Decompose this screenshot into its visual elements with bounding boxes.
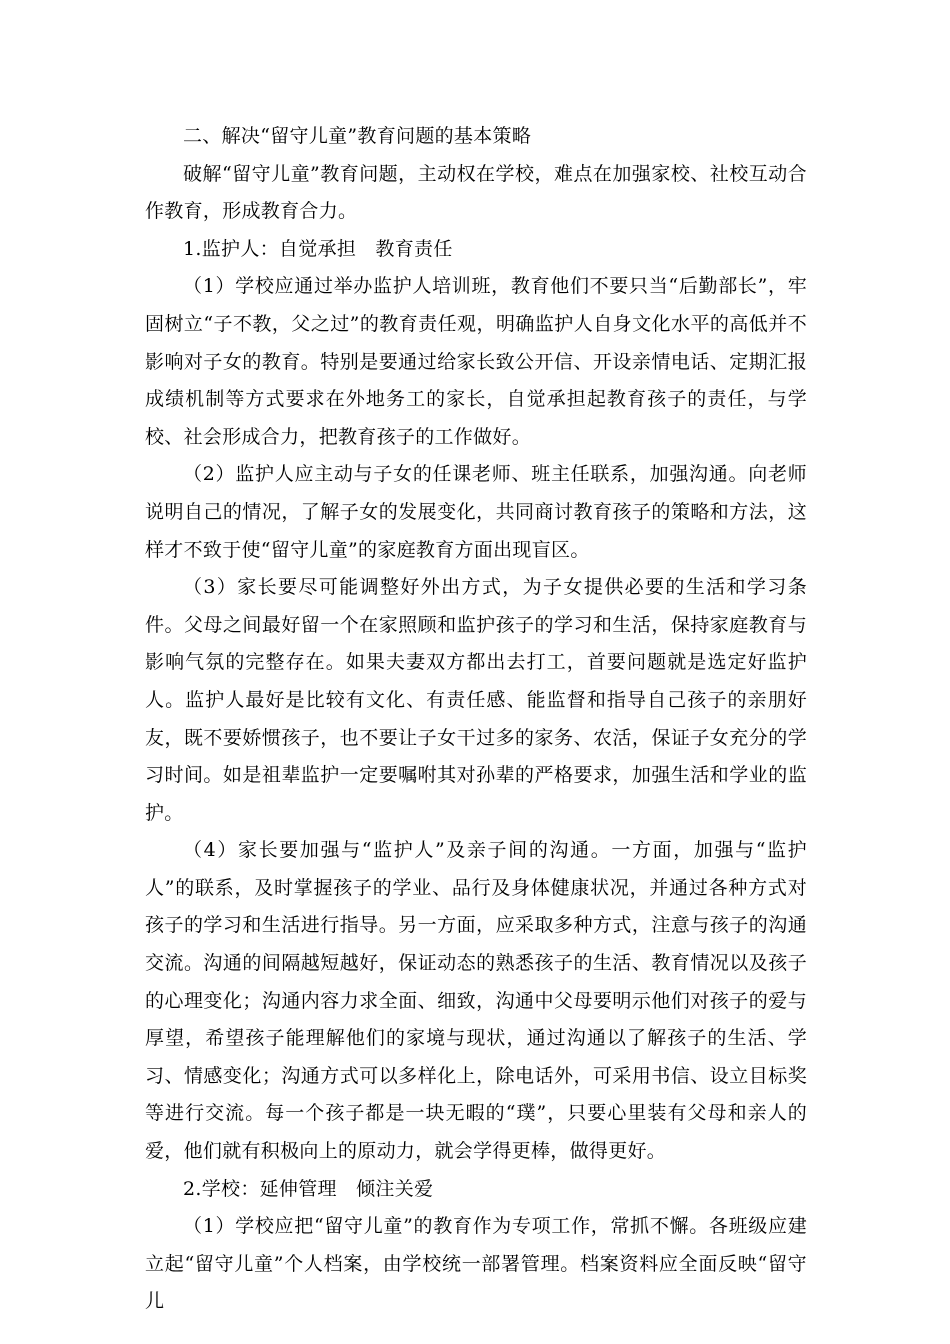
sub-heading-guardian: 1.监护人：自觉承担 教育责任: [183, 237, 453, 260]
paragraph-guardian-1: （1）学校应通过举办监护人培训班，教育他们不要只当“后勤部长”，牢固树立“子不教，父之过”的教育责任观，明确监护人自身文化水平的高低并不影响对子女的教育。特别是要通过给家长致公开信、开设亲情电话、定期汇报成绩机制等方式要求在外地务工的家长，自觉承担起教育孩子的责任，与学校、社会形成合力，把教育孩子的工作做好。: [145, 275, 807, 448]
paragraph-school-1: （1）学校应把“留守儿童”的教育作为专项工作，常抓不懈。各班级应建立起“留守儿童”个人档案，由学校统一部署管理。档案资料应全面反映“留守儿: [145, 1215, 807, 1313]
paragraph-guardian-4: （4）家长要加强与“监护人”及亲子间的沟通。一方面，加强与“监护人”的联系，及时掌握孩子的学业、品行及身体健康状况，并通过各种方式对孩子的学习和生活进行指导。另一方面，应采取多种方式，注意与孩子的沟通交流。沟通的间隔越短越好，保证动态的熟悉孩子的生活、教育情况以及孩子的心理变化；沟通内容力求全面、细致，沟通中父母要明示他们对孩子的爱与厚望，希望孩子能理解他们的家境与现状，通过沟通以了解孩子的生活、学习、情感变化；沟通方式可以多样化上，除电话外，可采用书信、设立目标奖等进行交流。每一个孩子都是一块无暇的“璞”，只要心里装有父母和亲人的爱，他们就有积极向上的原动力，就会学得更棒，做得更好。: [145, 839, 807, 1163]
intro-paragraph: 破解“留守儿童”教育问题，主动权在学校，难点在加强家校、社校互动合作教育，形成教育合力。: [145, 162, 807, 223]
sub-heading-school: 2.学校：延伸管理 倾注关爱: [183, 1177, 434, 1200]
section-heading: 二、解决“留守儿童”教育问题的基本策略: [183, 125, 532, 147]
document-body: [145, 118, 807, 1321]
paragraph-guardian-3: （3）家长要尽可能调整好外出方式，为子女提供必要的生活和学习条件。父母之间最好留一个在家照顾和监护孩子的学习和生活，保持家庭教育与影响气氛的完整存在。如果夫妻双方都出去打工，首要问题就是选定好监护人。监护人最好是比较有文化、有责任感、能监督和指导自己孩子的亲朋好友，既不要娇惯孩子，也不要让子女干过多的家务、农活，保证子女充分的学习时间。如是祖辈监护一定要嘱咐其对孙辈的严格要求，加强生活和学业的监护。: [145, 576, 807, 824]
paragraph-guardian-2: （2）监护人应主动与子女的任课老师、班主任联系，加强沟通。向老师说明自己的情况，了解子女的发展变化，共同商讨教育孩子的策略和方法，这样才不致于使“留守儿童”的家庭教育方面出现盲区。: [145, 463, 807, 561]
